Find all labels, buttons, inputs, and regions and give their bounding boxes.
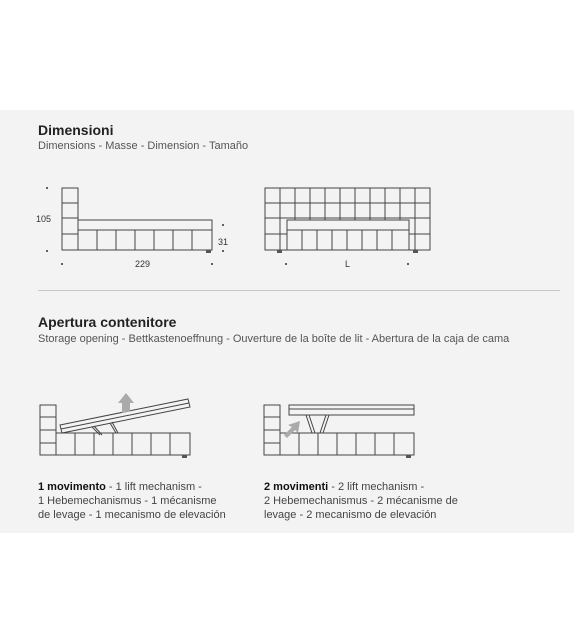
length-label-svg	[135, 258, 165, 272]
one-movement-line3: de levage - 1 mecanismo de elevación	[38, 509, 226, 521]
front-length-label-svg	[345, 258, 375, 272]
storage-subtitle: Storage opening - Bettkastenoeffnung - Ouverture de la boîte de lit - Abertura de la caja de cama	[38, 333, 510, 345]
front-length-label: L	[345, 259, 351, 269]
one-movement-caption	[38, 480, 258, 522]
two-movements-line1: - 2 lift mechanism -	[328, 481, 425, 493]
lift-arrow-icon	[284, 421, 300, 438]
storage-title: Apertura contenitore	[38, 314, 177, 330]
one-lift-mechanism-drawing	[30, 385, 230, 465]
dimensions-subtitle: Dimensions - Masse - Dimension - Tamaño	[38, 140, 249, 152]
two-movements-line3: levage - 2 mecanismo de elevación	[264, 509, 437, 521]
one-movement-line1: - 1 lift mechanism -	[105, 481, 202, 493]
base-height-label: 31	[218, 237, 229, 247]
section-divider	[38, 290, 560, 291]
two-movements-line2: 2 Hebemechanismus - 2 mécanisme de	[264, 495, 458, 507]
base-height-label-svg	[218, 236, 248, 250]
one-movement-title: 1 movimento	[38, 481, 106, 493]
two-movements-caption	[264, 480, 494, 522]
bed-front-view-drawing	[258, 180, 448, 270]
two-movements-title: 2 movimenti	[264, 481, 329, 493]
height-label-svg	[36, 213, 66, 227]
two-lift-mechanism-drawing	[254, 385, 454, 465]
height-label: 105	[36, 214, 52, 224]
one-movement-line2: 1 Hebemechanismus - 1 mécanisme	[38, 495, 217, 507]
length-label: 229	[135, 259, 151, 269]
dimensions-title: Dimensioni	[38, 122, 114, 138]
